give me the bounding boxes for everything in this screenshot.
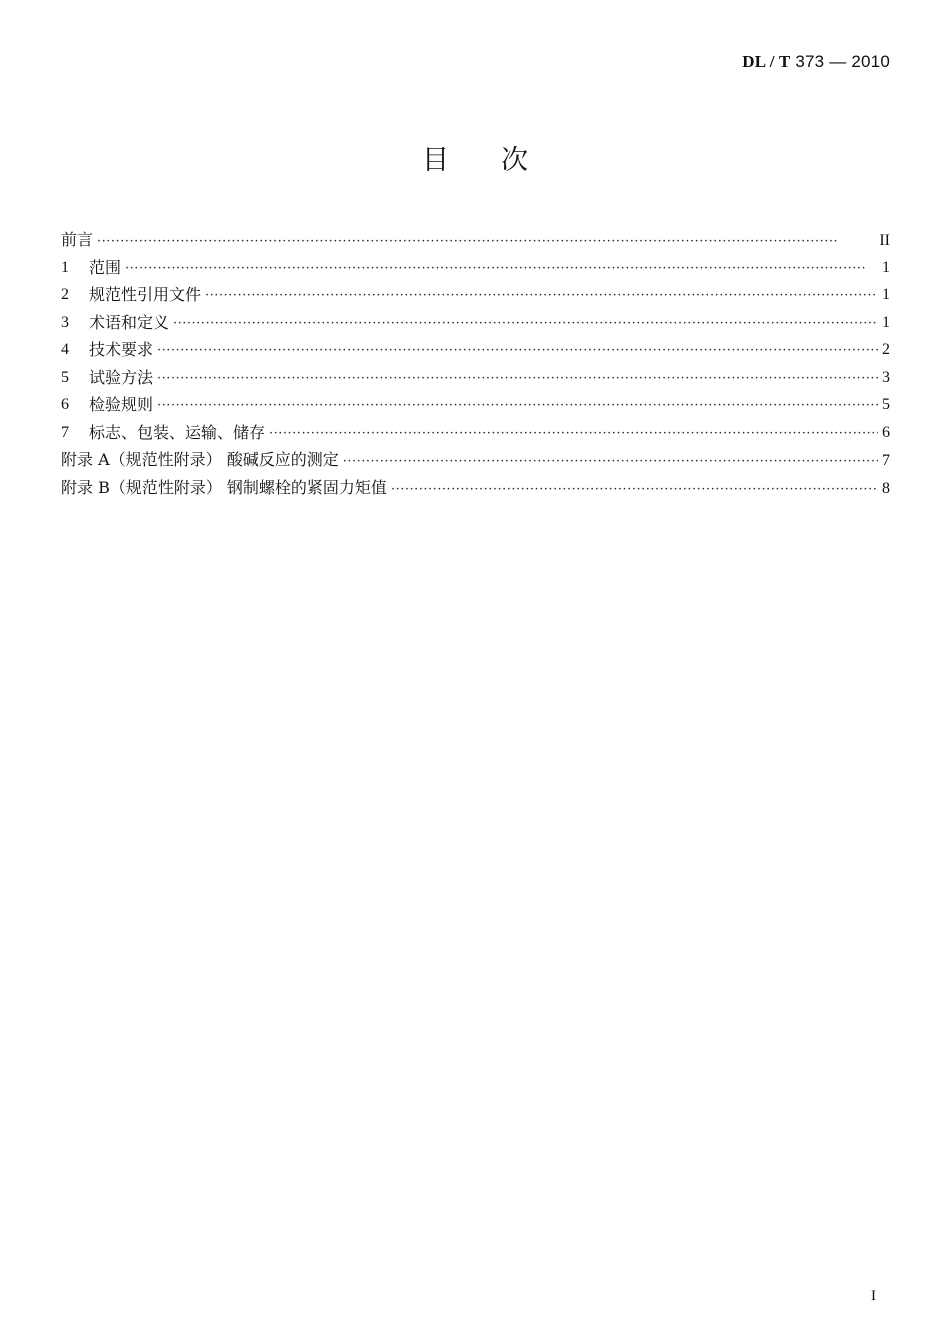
toc-page-number: 5 [882, 396, 890, 413]
toc-title: 附录 B（规范性附录） 钢制螺栓的紧固力矩值 [61, 477, 387, 497]
standard-code [742, 52, 890, 72]
toc-label [61, 419, 265, 447]
toc-page-number: 7 [882, 452, 890, 469]
toc-title: 附录 A（规范性附录） 酸碱反应的测定 [61, 450, 339, 469]
toc-section-number: 2 [61, 286, 69, 303]
toc-leader [173, 310, 878, 338]
toc-section-number: 1 [61, 258, 69, 276]
toc-page-number: II [879, 232, 890, 249]
toc-leader [205, 282, 878, 310]
toc-label [61, 446, 339, 474]
toc-section-number: 5 [61, 368, 69, 386]
toc-entry-technical-requirements[interactable] [61, 336, 890, 364]
toc-leader [157, 365, 878, 393]
toc-label [61, 474, 387, 502]
toc-leader [125, 255, 878, 283]
toc-title: 范围 [89, 257, 122, 277]
toc-title: 规范性引用文件 [89, 285, 202, 304]
toc-entry-marking-packaging[interactable] [61, 419, 890, 447]
toc-entry-test-methods[interactable] [61, 364, 890, 392]
toc-label [61, 226, 93, 254]
toc-section-number: 7 [61, 423, 69, 441]
toc-page-number: 2 [882, 341, 890, 358]
page-number: I [871, 1288, 876, 1304]
toc-label [61, 391, 153, 419]
toc-section-number: 6 [61, 396, 69, 413]
toc-leader [343, 448, 878, 476]
toc-page-number: 1 [882, 258, 890, 276]
toc-leader [97, 228, 875, 256]
toc-page-number: 1 [882, 286, 890, 303]
toc-entry-normative-references[interactable] [61, 281, 890, 309]
toc-leader [157, 337, 878, 365]
toc-label [61, 336, 153, 364]
toc-leader [157, 392, 878, 420]
toc-entry-annex-b[interactable] [61, 474, 890, 502]
standard-prefix: DL / T [742, 52, 791, 71]
toc-leader [269, 420, 878, 448]
toc-label [61, 281, 201, 309]
toc-page-number: 1 [882, 313, 890, 331]
toc-page-number: 3 [882, 368, 890, 386]
toc-title: 检验规则 [89, 395, 154, 414]
toc-label [61, 309, 169, 337]
table-of-contents [61, 226, 890, 501]
toc-section-number: 3 [61, 313, 69, 331]
page-title: 目次 [422, 145, 580, 176]
toc-title: 术语和定义 [89, 312, 170, 332]
toc-title: 技术要求 [89, 340, 154, 359]
toc-page-number: 8 [882, 479, 890, 497]
toc-entry-annex-a[interactable] [61, 446, 890, 474]
toc-leader [391, 476, 878, 504]
toc-label [61, 364, 153, 392]
toc-title: 试验方法 [89, 367, 154, 387]
toc-label [61, 254, 121, 282]
toc-entry-inspection-rules[interactable] [61, 391, 890, 419]
toc-section-number: 4 [61, 341, 69, 358]
standard-number: 373 — 2010 [795, 52, 890, 71]
toc-page-number: 6 [882, 423, 890, 441]
toc-title: 前言 [61, 230, 94, 249]
toc-entry-foreword[interactable] [61, 226, 890, 254]
toc-entry-scope[interactable] [61, 254, 890, 282]
toc-entry-terms-definitions[interactable] [61, 309, 890, 337]
toc-title: 标志、包装、运输、储存 [89, 422, 266, 442]
